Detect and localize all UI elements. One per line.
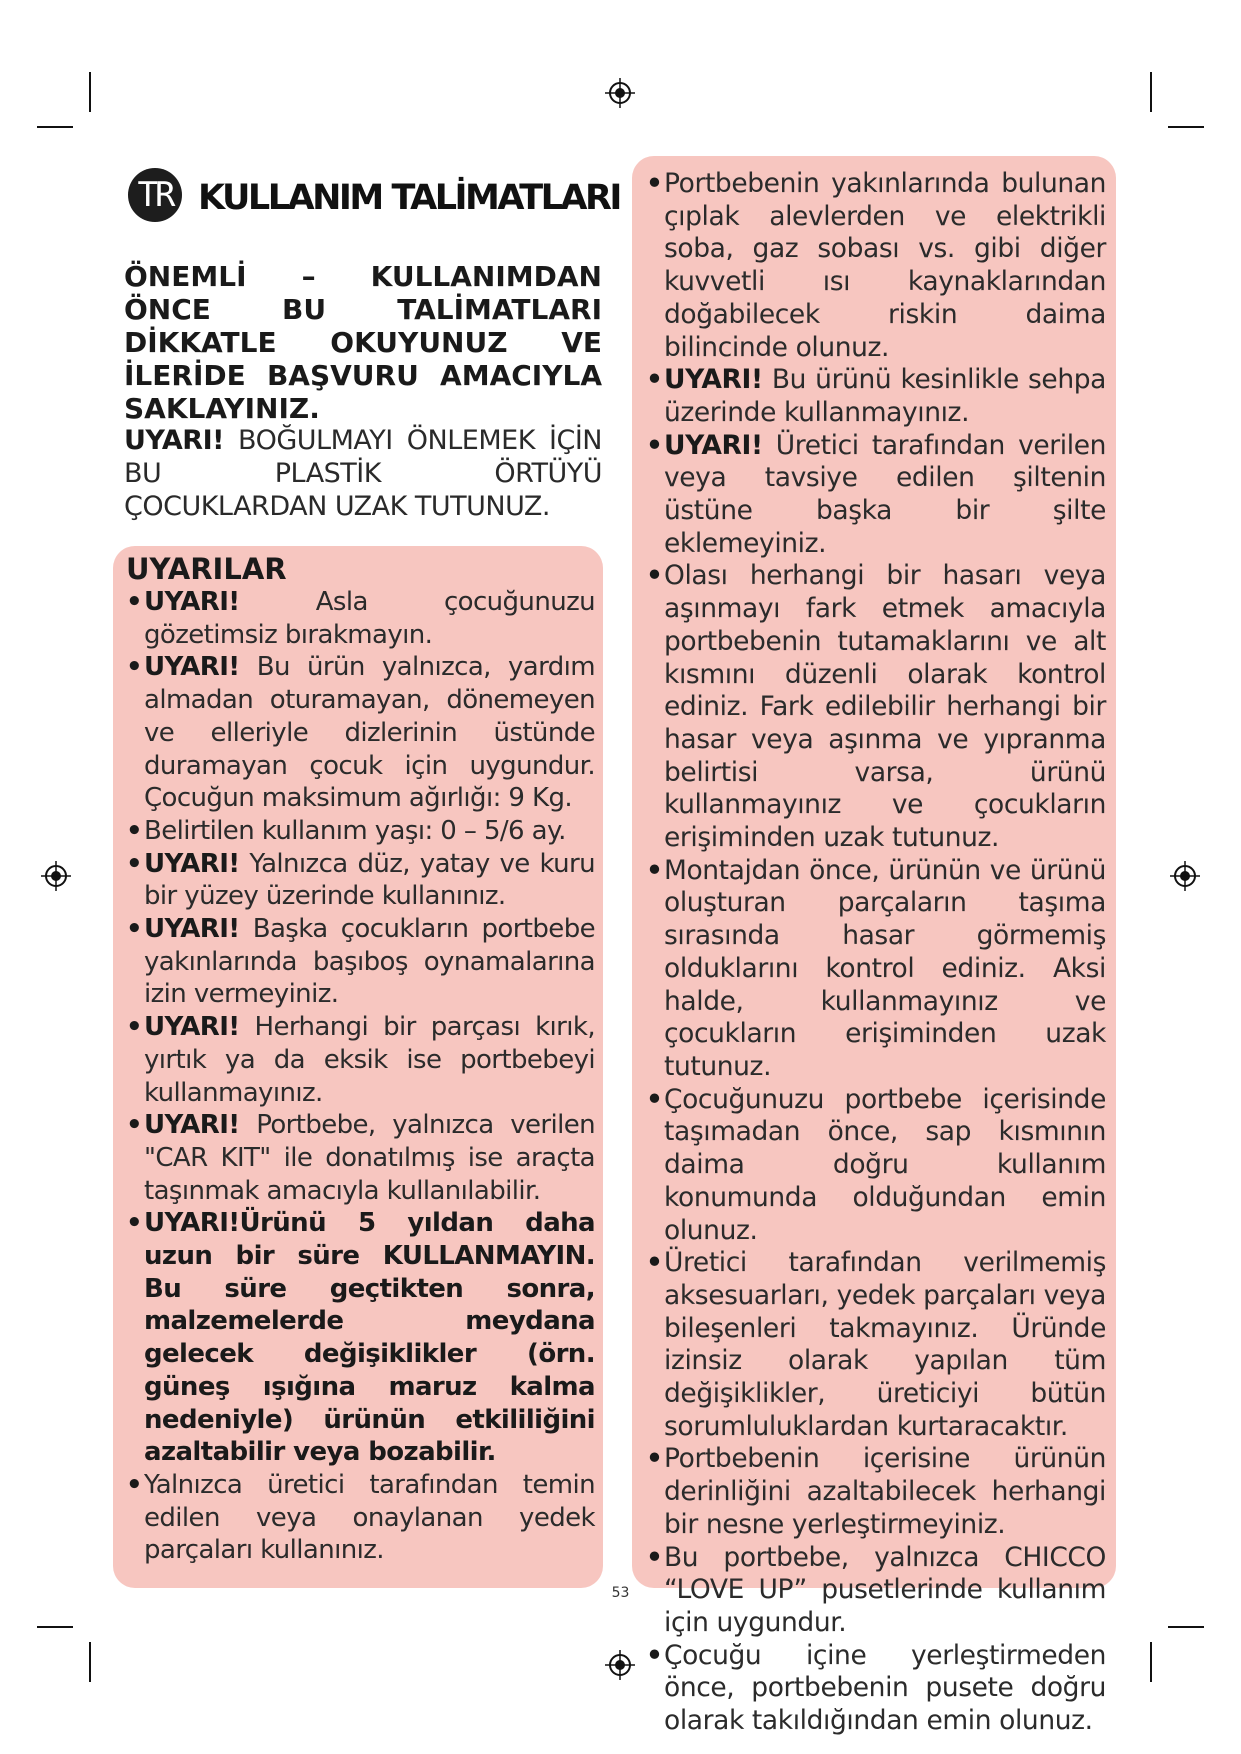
warning-text: Montajdan önce, ürünün ve ürünü oluşturan parçaların taşıma sırasında hasar görmemiş olduklarını kontrol ediniz. Aksi halde, kullanmayınız ve çocukların erişiminden uzak tutunuz. bbox=[664, 854, 1106, 1082]
crop-mark-top-left-horizontal bbox=[37, 126, 73, 128]
warning-text: Bu ürün yalnızca, yardım almadan oturamayan, dönemeyen ve elleriyle dizlerinin üstünde duramayan çocuk için uygundur. Çocuğun maksimum ağırlığı: 9 Kg. bbox=[144, 652, 596, 814]
warning-item bbox=[646, 1640, 1106, 1738]
warnings-list-right bbox=[646, 168, 1106, 1738]
crop-mark-top-right-horizontal bbox=[1168, 126, 1204, 128]
page-title: KULLANIM TALİMATLARI bbox=[198, 178, 620, 218]
warning-item bbox=[646, 1443, 1106, 1541]
important-notice: ÖNEMLİ – KULLANIMDAN ÖNCE BU TALİMATLARI DİKKATLE OKUYUNUZ VE İLERİDE BAŞVURU AMACIYLA SAKLAYINIZ. bbox=[124, 260, 602, 425]
warning-text: Üretici tarafından verilmemiş aksesuarları, yedek parçaları veya bileşenleri takmayınız. Üründe izinsiz olarak yapılan tüm değişiklikler, üreticiyi bütün sorumluluklardan kurtaracaktır. bbox=[664, 1247, 1106, 1442]
warning-text: Portbebenin yakınlarında bulunan çıplak alevlerden ve elektrikli soba, gaz sobası vs. gibi diğer kuvvetli ısı kaynaklarından doğabilecek riskin daima bilincinde olunuz. bbox=[664, 168, 1106, 363]
warning-item bbox=[126, 1109, 595, 1207]
warning-item bbox=[126, 1469, 595, 1567]
page-number: 53 bbox=[611, 1585, 630, 1601]
warning-item bbox=[646, 168, 1106, 364]
warning-text: Belirtilen kullanım yaşı: 0 – 5/6 ay. bbox=[144, 815, 566, 846]
warnings-list-left bbox=[126, 586, 595, 1567]
warning-text: Ürünü 5 yıldan daha uzun bir süre KULLANMAYIN. Bu süre geçtikten sonra, malzemelerde meydana gelecek değişiklikler (örn. güneş ışığına maruz kalma nedeniyle) ürünün etkililiğini azaltabilir veya bozabilir. bbox=[144, 1208, 595, 1468]
warning-text: Çocuğu içine yerleştirmeden önce, portbebenin pusete doğru olarak takıldığından emin olunuz. bbox=[664, 1639, 1106, 1737]
warning-item bbox=[646, 1247, 1106, 1443]
warning-text: Bu portbebe, yalnızca CHICCO “LOVE UP” pusetlerinde kullanım için uygundur. bbox=[664, 1541, 1106, 1638]
warning-item bbox=[646, 855, 1106, 1084]
crop-mark-bottom-left-horizontal bbox=[37, 1626, 73, 1628]
warning-label: UYARI! bbox=[144, 587, 240, 617]
registration-mark-top-icon bbox=[605, 78, 635, 108]
registration-mark-bottom-icon bbox=[605, 1650, 635, 1680]
registration-mark-left-icon bbox=[41, 861, 71, 891]
warning-text: Üretici tarafından verilen veya tavsiye edilen şiltenin üstüne başka bir şilte eklemeyiniz. bbox=[664, 429, 1106, 559]
warning-item bbox=[126, 1207, 595, 1469]
warning-label: UYARI! bbox=[124, 425, 224, 456]
warning-item bbox=[126, 586, 595, 651]
warning-item bbox=[126, 848, 595, 913]
warning-label: UYARI! bbox=[144, 914, 240, 945]
warning-text: Herhangi bir parçası kırık, yırtık ya da eksik ise portbebeyi kullanmayınız. bbox=[144, 1012, 595, 1108]
warning-item bbox=[646, 430, 1106, 561]
warning-text: Bu ürünü kesinlikle sehpa üzerinde kullanmayınız. bbox=[664, 364, 1106, 428]
warning-text: Portbebe, yalnızca verilen "CAR KIT" ile donatılmış ise araçta taşınmak amacıyla kullanılabilir. bbox=[144, 1110, 595, 1206]
warning-label: UYARI! bbox=[664, 364, 763, 396]
warning-item bbox=[646, 364, 1106, 429]
warning-label: UYARI! bbox=[144, 652, 240, 683]
warning-label: UYARI! bbox=[144, 1012, 240, 1043]
crop-mark-bottom-right-horizontal bbox=[1168, 1626, 1204, 1628]
warning-item bbox=[646, 560, 1106, 854]
warning-item bbox=[126, 651, 595, 815]
warnings-box-right bbox=[632, 156, 1116, 1737]
crop-mark-bottom-right-vertical bbox=[1150, 1642, 1152, 1682]
warning-item bbox=[126, 815, 595, 848]
crop-mark-top-left-vertical bbox=[89, 72, 91, 112]
warning-text: Portbebenin içerisine ürünün derinliğini azaltabilecek herhangi bir nesne yerleştirmeyiniz. bbox=[664, 1443, 1106, 1540]
warning-text: Yalnızca üretici tarafından temin edilen veya onaylanan yedek parçaları kullanınız. bbox=[144, 1469, 595, 1566]
registration-mark-right-icon bbox=[1170, 861, 1200, 891]
warning-text: BOĞULMAYI ÖNLEMEK İÇİN BU PLASTİK ÖRTÜYÜ ÇOCUKLARDAN UZAK TUTUNUZ. bbox=[124, 425, 602, 522]
language-badge: TR bbox=[128, 168, 182, 222]
warning-label: UYARI! bbox=[144, 1208, 240, 1239]
warning-text: Asla çocuğunuzu gözetimsiz bırakmayın. bbox=[144, 587, 595, 650]
plastic-cover-warning bbox=[124, 424, 602, 523]
warning-text: Yalnızca düz, yatay ve kuru bir yüzey üzerinde kullanınız. bbox=[144, 848, 595, 912]
warnings-box-left bbox=[113, 546, 603, 1588]
warning-label: UYARI! bbox=[144, 848, 240, 879]
warning-label: UYARI! bbox=[144, 1110, 240, 1141]
warning-text: Çocuğunuzu portbebe içerisinde taşımadan önce, sap kısmının daima doğru kullanım konumunda olduğundan emin olunuz. bbox=[664, 1083, 1106, 1246]
warning-item bbox=[126, 1011, 595, 1109]
crop-mark-top-right-vertical bbox=[1150, 72, 1152, 112]
warning-text: Olası herhangi bir hasarı veya aşınmayı fark etmek amacıyla portbebenin tutamaklarını ve alt kısmını düzenli olarak kontrol ediniz. Fark edilebilir herhangi bir hasar veya aşınma ve yıpranma belirtisi varsa, ürünü kullanmayınız ve çocukların erişiminden uzak tutunuz. bbox=[664, 560, 1106, 854]
warning-label: UYARI! bbox=[664, 429, 763, 461]
warnings-title: UYARILAR bbox=[126, 552, 287, 586]
warning-item bbox=[646, 1084, 1106, 1248]
warning-item bbox=[126, 913, 595, 1011]
warning-text: Başka çocukların portbebe yakınlarında başıboş oynamalarına izin vermeyiniz. bbox=[144, 914, 595, 1010]
crop-mark-bottom-left-vertical bbox=[89, 1642, 91, 1682]
